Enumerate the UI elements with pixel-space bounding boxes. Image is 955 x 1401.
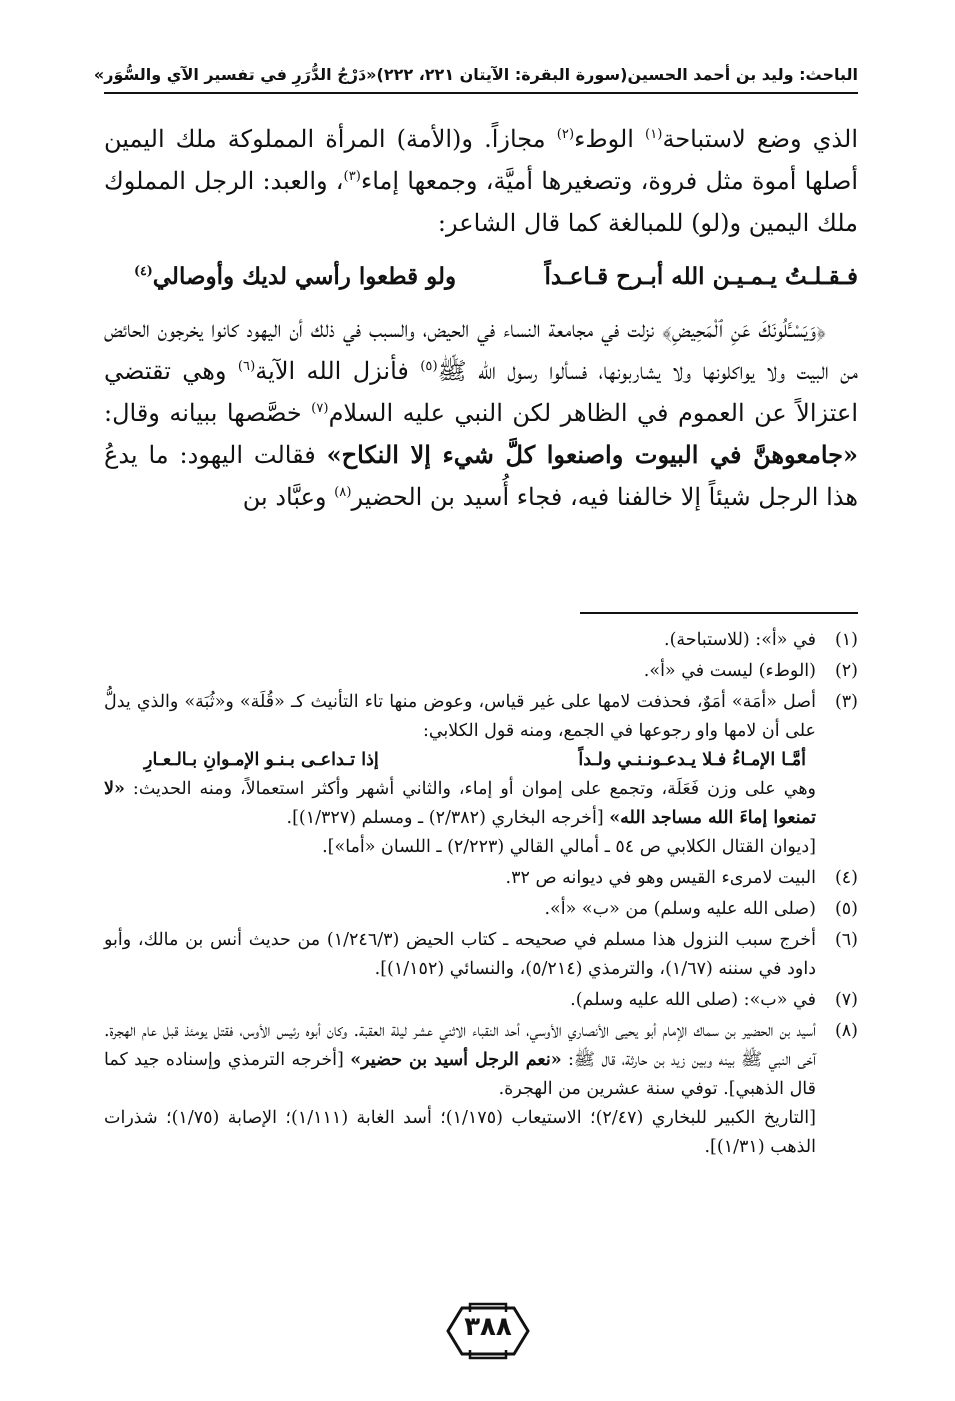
text-run: وهي تقتضي اعتزالاً عن العموم في الظاهر لكن النبي عليه السلام [104, 357, 858, 427]
footnote-ref-5[interactable]: (٥) [420, 358, 438, 374]
text-run: خصَّصها ببيانه وقال: [104, 399, 312, 427]
footnote-4 [104, 864, 858, 893]
page-number-ornament [442, 1302, 534, 1360]
verse-second-hemistich: ولو قطعوا رأسي لديك وأوصالي [152, 263, 457, 290]
text-run: [أخرجه البخاري (٢/٣٨٢) ـ ومسلم (١/٣٢٧)]. [286, 808, 610, 828]
footnote-line: [التاريخ الكبير للبخاري (٢/٤٧)؛ الاستيعاب (١/١٧٥)؛ أسد الغابة (١/١١١)؛ الإصابة (١/٧٥)؛ شذرات الذهب (١/٣١)]. [104, 1108, 816, 1157]
text-run: [أخرجه الترمذي وإسناده جيد كما قال الذهبي]. توفي سنة عشرين من الهجرة. [104, 1050, 816, 1099]
footnote-3 [104, 688, 858, 862]
text-run: وهي على وزن فَعَلَة، وتجمع على إموان أو إماء، والثاني أشهر وأكثر استعمالاً، ومنه الحديث: [124, 779, 816, 799]
text-run: فقالت اليهود: ما يدعُ هذا الرجل شيئاً إلا خالفنا فيه، فجاء أُسيد بن الحضير [104, 441, 858, 511]
footnotes [104, 626, 858, 1164]
footnote-number: (٨) [834, 1021, 858, 1041]
text-run: ﴿وَيَسْـَٔلُونَكَ عَنِ ٱلْمَحِيضِ﴾ نزلت في مجامعة النساء في الحيض، والسبب في ذلك أن اليهود كانوا يخرجون الحائض من البيت ولا يواكلونها ولا يشاربونها، فسألوا رسول الله ﷺ [104, 315, 859, 385]
footnote-text [104, 688, 816, 862]
footnote-line [104, 1017, 816, 1104]
footnote-text: البيت لامرىء القيس وهو في ديوانه ص ٣٢. [505, 868, 816, 888]
footnote-line: أصل «أمَة» أمَوٌ، فحذفت لامها على غير قياس، وعوض منها تاء التأنيث كـ «قُلَة» و«ثُبَة» والذي يدلُّ على أن لامها واو رجوعها في الجمع، ومنه قول الكلابي: [104, 692, 816, 741]
footnote-ref-7[interactable]: (٧) [311, 400, 329, 416]
footnote-number: (١) [834, 630, 858, 650]
footnote-ref-4[interactable]: (٤) [134, 263, 153, 279]
text-run: مجازاً. و(الأمة) المرأة المملوكة ملك اليمين أصلها أموة مثل فروة، وتصغيرها أميَّة، وجمعها إماء [104, 125, 859, 195]
footnote-1 [104, 626, 858, 655]
footnote-ref-3[interactable]: (٣) [343, 168, 361, 184]
hadith-quote: «نعم الرجل أسيد بن حضير» [350, 1050, 562, 1070]
footnote-number: (٤) [834, 868, 858, 888]
poetry-verse [104, 256, 858, 298]
text-run: فأنزل الله الآية [255, 357, 421, 385]
footnote-line [104, 775, 816, 833]
footnote-ref-6[interactable]: (٦) [237, 358, 256, 374]
hadith-quote: «جامعوهنَّ في البيوت واصنعوا كلَّ شيء إلا النكاح» [326, 440, 858, 469]
footnote-number: (٢) [834, 661, 858, 681]
body-paragraph-2 [104, 308, 858, 518]
running-header [93, 56, 858, 94]
footnote-verse-second: إذا تـداعـى بـنـو الإمـوانِ بـالـعـارِ [144, 750, 379, 770]
text-run: ، والعبد: الرجل المملوك ملك اليمين و(لو) للمبالغة كما قال الشاعر: [104, 167, 858, 237]
footnote-ref-2[interactable]: (٢) [556, 126, 575, 142]
footnote-number: (٦) [834, 930, 858, 950]
footnote-verse [104, 746, 816, 775]
text-run: أسيد بن الحضير بن سماك الإمام أبو يحيى الأنصاري الأوسي، أحد النقباء الاثني عشر ليلة العقبة. وكان أبوه رئيس الأوس، فقتل يومئذ قبل عام الهجرة. آخى النبي ﷺ بينه وبين زيد بن حارثة، قال ﷺ: [104, 1021, 816, 1070]
footnote-text: في «ب»: (صلى الله عليه وسلم). [570, 990, 816, 1010]
footnote-2 [104, 657, 858, 686]
footnote-7 [104, 986, 858, 1015]
main-body [104, 118, 858, 518]
footnote-ref-1[interactable]: (١) [645, 126, 663, 142]
text-run: الذي وضع لاستباحة [662, 125, 858, 153]
footnote-6 [104, 926, 858, 984]
footnote-text: أخرج سبب النزول هذا مسلم في صحيحه ـ كتاب الحيض (١/٢٤٦/٣) من حديث أنس بن مالك، وأبو داود في سننه (١/٦٧)، والترمذي (٥/٢١٤)، والنسائي (١/١٥٢)]. [104, 930, 816, 979]
header-surah: (سورة البقرة: الآيتان ٢٢١، ٢٢٢) [376, 64, 628, 84]
footnote-5 [104, 895, 858, 924]
page-number: ٣٨٨ [464, 1312, 512, 1342]
footnote-number: (٧) [834, 990, 858, 1010]
footnote-number: (٣) [834, 692, 858, 712]
footnote-8 [104, 1017, 858, 1162]
footnote-verse-first: أمَّـا الإمـاءُ فـلا يـدعـونـنـي ولـداً [578, 750, 806, 770]
hadith-quote: «لا تمنعوا إماءَ الله مساجد الله» [104, 779, 816, 828]
header-book-title: «دَرْجُ الدُّرَرِ في تفسير الآي والسُّوَر» [93, 64, 377, 84]
text-run: الوطء [574, 125, 646, 153]
footnote-text [104, 1017, 816, 1162]
footnote-ref-8[interactable]: (٨) [334, 484, 352, 500]
verse-second-hemistich-wrap [134, 256, 456, 298]
footnote-line: [ديوان القتال الكلابي ص ٥٤ ـ أمالي القالي (٢/٢٢٣) ـ اللسان «أما»]. [322, 837, 816, 857]
footnote-text: (صلى الله عليه وسلم) من «ب» «أ». [544, 899, 816, 919]
footnote-separator [580, 612, 858, 614]
text-run: وعبَّاد بن [242, 483, 335, 511]
footnote-text: في «أ»: (للاستباحة). [664, 630, 816, 650]
footnote-number: (٥) [834, 899, 858, 919]
header-author: الباحث: وليد بن أحمد الحسين [627, 64, 858, 84]
body-paragraph-1 [104, 118, 858, 244]
footnote-text: (الوطء) ليست في «أ». [643, 661, 816, 681]
verse-first-hemistich: فـقـلـتُ يـمـيـن الله أبـرح قـاعـداً [544, 263, 858, 290]
